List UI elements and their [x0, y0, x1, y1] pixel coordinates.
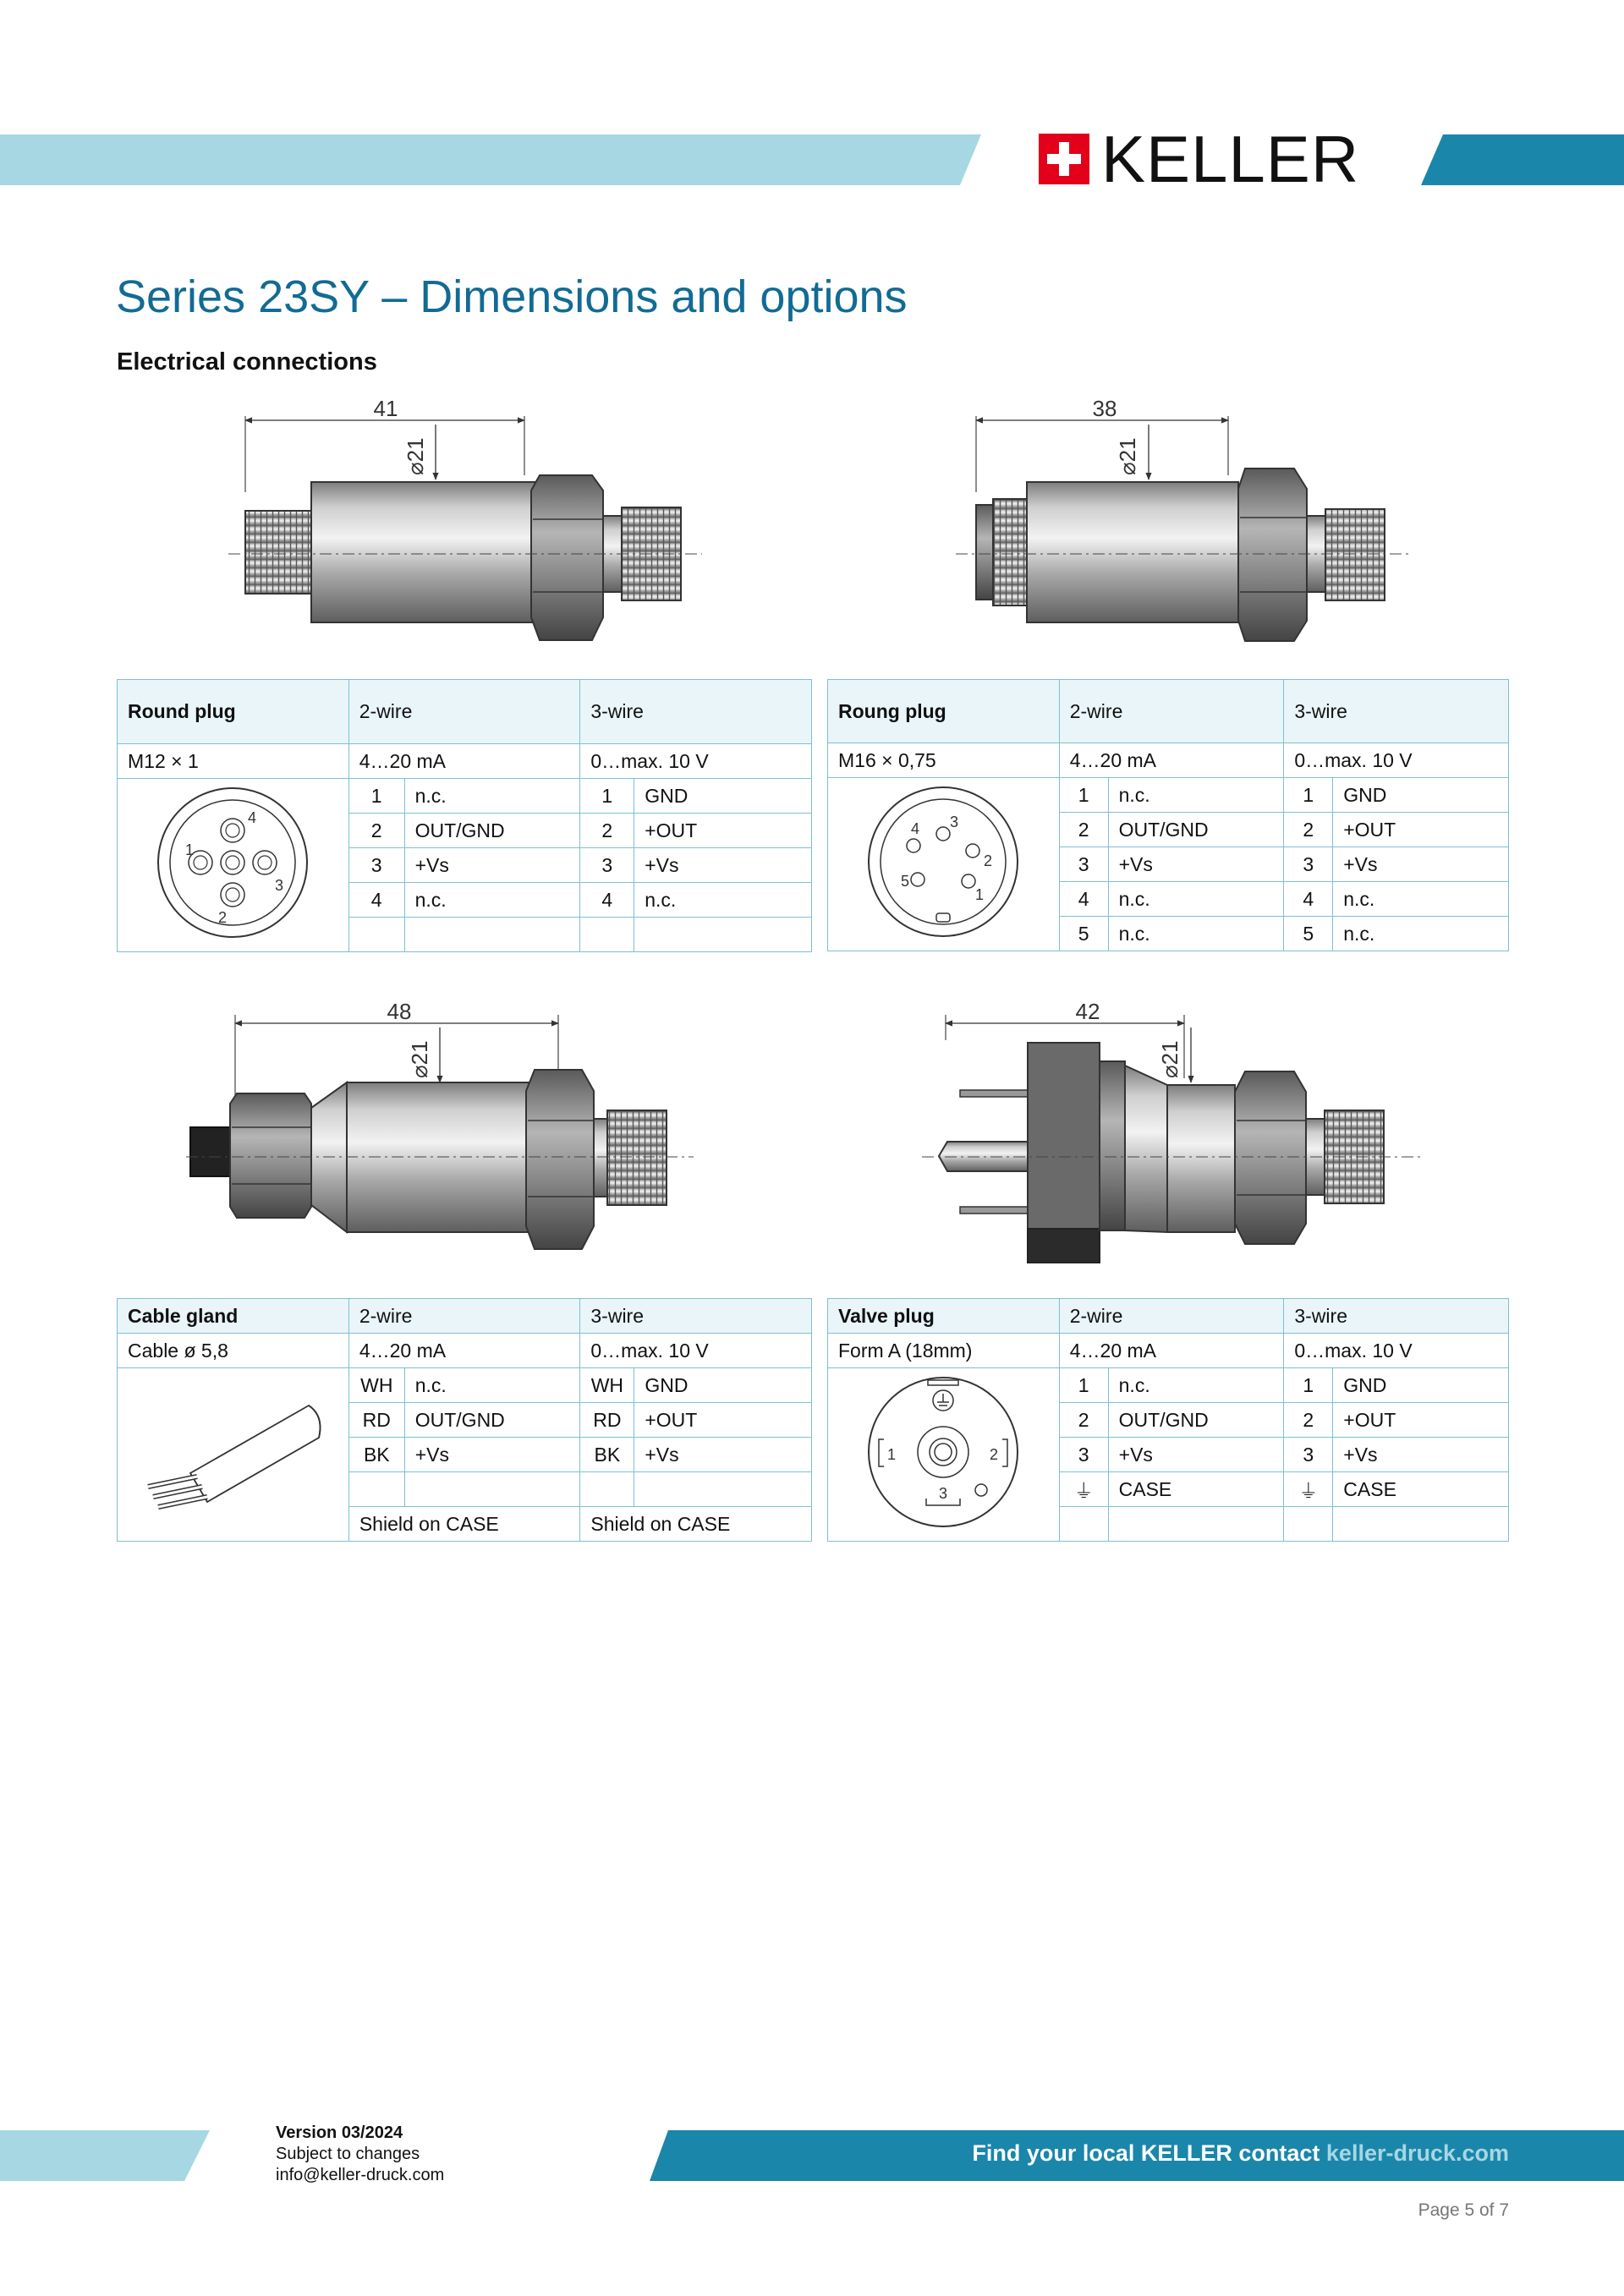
pin-number: 1 [1284, 1368, 1333, 1403]
table-head-cell: Cable gland [118, 1299, 349, 1334]
connector-diagram-cell [828, 1368, 1060, 1542]
diameter-dimension: ⌀21 [403, 437, 428, 475]
shield-note: Shield on CASE [348, 1507, 580, 1542]
empty-cell [348, 918, 404, 952]
pin-number: 4 [580, 883, 634, 918]
hex-nut [1238, 469, 1307, 641]
pin-number: 2 [348, 814, 404, 848]
empty-cell [634, 918, 812, 952]
sensor-drawing-cable-gland [186, 994, 761, 1264]
m16-connector-icon [859, 781, 1028, 942]
pin-number: 1 [1284, 778, 1333, 813]
length-dimension: 41 [373, 396, 398, 421]
table-cell: Cable ø 5,8 [118, 1334, 349, 1368]
pin-signal: +Vs [634, 1438, 812, 1472]
header-band-right [1421, 134, 1624, 185]
contact-email[interactable]: info@keller-druck.com [276, 2166, 445, 2184]
pin-label: 5 [901, 873, 910, 890]
pin-signal: +OUT [1333, 813, 1509, 847]
table-head-cell: Valve plug [828, 1299, 1060, 1334]
pin-number: 1 [348, 779, 404, 814]
pin-label: 4 [248, 809, 257, 826]
thread-left [245, 511, 311, 594]
footer-info [276, 2123, 444, 2186]
table-cell: 4…20 mA [1059, 1334, 1284, 1368]
sensor-drawing-valve-plug [922, 994, 1463, 1273]
pin-signal: OUT/GND [404, 1403, 580, 1438]
pin-signal: OUT/GND [1108, 1403, 1284, 1438]
pin-number: 3 [1059, 847, 1108, 882]
empty-cell [348, 1472, 404, 1507]
swiss-cross-icon [1039, 134, 1089, 184]
round-plug-table [117, 679, 812, 952]
pin-signal: +Vs [1108, 1438, 1284, 1472]
sensor-drawing-roung-plug [956, 391, 1463, 644]
pin-label: 1 [975, 886, 985, 903]
connector-diagram-cell [118, 779, 349, 952]
table-cell: 4…20 mA [348, 744, 580, 779]
diameter-dimension: ⌀21 [1157, 1040, 1182, 1078]
pin-number: 3 [348, 848, 404, 883]
pin-label: 2 [218, 909, 228, 926]
table-cell: 0…max. 10 V [580, 744, 812, 779]
length-dimension: 42 [1075, 999, 1100, 1024]
pin-signal: GND [634, 1368, 812, 1403]
table-cell: M12 × 1 [118, 744, 349, 779]
empty-cell [1284, 1507, 1333, 1542]
empty-cell [634, 1472, 812, 1507]
sensor-body [311, 482, 540, 622]
table-cell: 0…max. 10 V [580, 1334, 812, 1368]
pin-label: 3 [950, 814, 959, 830]
pin-number: 2 [1059, 813, 1108, 847]
thread-right [607, 1110, 667, 1205]
table-cell: Form A (18mm) [828, 1334, 1060, 1368]
table-cell: 4…20 mA [1059, 743, 1284, 778]
table-head-cell: Roung plug [828, 680, 1060, 743]
pin-signal: OUT/GND [1108, 813, 1284, 847]
diameter-dimension: ⌀21 [407, 1040, 432, 1078]
wire-color: RD [348, 1403, 404, 1438]
logo-text: KELLER [1101, 122, 1360, 196]
cta-text: Find your local KELLER contact [972, 2140, 1320, 2166]
pin-signal: +OUT [634, 1403, 812, 1438]
hex-nut [531, 475, 603, 640]
pin-label: 1 [887, 1446, 897, 1463]
pin-label: 3 [939, 1485, 948, 1502]
table-cell: 4…20 mA [348, 1334, 580, 1368]
table-head-cell: 2-wire [1059, 1299, 1284, 1334]
empty-cell [404, 1472, 580, 1507]
table-head-cell: Round plug [118, 680, 349, 744]
table-head-cell: 2-wire [348, 1299, 580, 1334]
pin-number: 1 [1059, 1368, 1108, 1403]
pin-signal: +Vs [634, 848, 812, 883]
wire-color: BK [348, 1438, 404, 1472]
pin-signal: n.c. [404, 1368, 580, 1403]
pin-signal: n.c. [404, 779, 580, 814]
wire-color: RD [580, 1403, 634, 1438]
changes-note: Subject to changes [276, 2145, 420, 2163]
shield-note: Shield on CASE [580, 1507, 812, 1542]
pin-number: 2 [1284, 1403, 1333, 1438]
wire-color: WH [348, 1368, 404, 1403]
wire-color: WH [580, 1368, 634, 1403]
diameter-dimension: ⌀21 [1115, 437, 1140, 475]
table-cell: 0…max. 10 V [1284, 743, 1509, 778]
pin-number: 1 [580, 779, 634, 814]
hex-nut [526, 1070, 594, 1249]
sensor-body [1167, 1085, 1235, 1232]
pin-number: 2 [1059, 1403, 1108, 1438]
pin-signal: n.c. [1108, 917, 1284, 951]
pin-number: 4 [348, 883, 404, 918]
din-valve-connector-icon [859, 1372, 1028, 1532]
empty-cell [580, 1472, 634, 1507]
pin-signal: n.c. [1108, 778, 1284, 813]
pin-number: 1 [1059, 778, 1108, 813]
pin-signal: +Vs [1108, 847, 1284, 882]
pin-number: 3 [580, 848, 634, 883]
pin-number: 4 [1284, 882, 1333, 917]
table-head-cell: 3-wire [580, 680, 812, 744]
valve-plug-housing [1028, 1043, 1100, 1252]
pin-signal: n.c. [1108, 1368, 1284, 1403]
table-head-cell: 2-wire [1059, 680, 1284, 743]
pin-signal: CASE [1333, 1472, 1509, 1507]
wire-color: BK [580, 1438, 634, 1472]
pin-number: 3 [1059, 1438, 1108, 1472]
pin-signal: +Vs [1333, 1438, 1509, 1472]
pin-signal: GND [1333, 778, 1509, 813]
roung-plug-table [827, 679, 1509, 951]
pin-label: 4 [911, 820, 920, 837]
sensor-body [1027, 482, 1238, 622]
pin-signal: n.c. [634, 883, 812, 918]
pin-number: 3 [1284, 1438, 1333, 1472]
pin-signal: n.c. [1333, 882, 1509, 917]
pin-label: 1 [185, 841, 195, 858]
table-cell: M16 × 0,75 [828, 743, 1060, 778]
cable-diagram-cell [118, 1368, 349, 1542]
pin-label: 2 [990, 1446, 999, 1463]
pin-number: 4 [1059, 882, 1108, 917]
page-title: Series 23SY – Dimensions and options [116, 271, 908, 322]
table-head-cell: 3-wire [580, 1299, 812, 1334]
pin-signal: n.c. [1108, 882, 1284, 917]
pin-signal: n.c. [1333, 917, 1509, 951]
m12-connector-icon [148, 782, 317, 943]
pin-signal: GND [1333, 1368, 1509, 1403]
ground-symbol-icon: ⏚ [1059, 1472, 1108, 1507]
pin-number: 5 [1059, 917, 1108, 951]
empty-cell [404, 918, 580, 952]
pin-number: 2 [580, 814, 634, 848]
pin-label: 2 [984, 852, 993, 869]
pin-number: 5 [1284, 917, 1333, 951]
pin-signal: OUT/GND [404, 814, 580, 848]
header-band-left [0, 134, 981, 185]
page-number: Page 5 of 7 [1418, 2200, 1509, 2220]
website-link[interactable]: keller-druck.com [1325, 2140, 1509, 2166]
empty-cell [1059, 1507, 1108, 1542]
pin-signal: GND [634, 779, 812, 814]
table-cell: 0…max. 10 V [1284, 1334, 1509, 1368]
section-subtitle: Electrical connections [117, 348, 377, 375]
table-head-cell: 3-wire [1284, 1299, 1509, 1334]
cable-gland-nut [230, 1093, 311, 1218]
connector-diagram-cell [828, 778, 1060, 951]
empty-cell [1333, 1507, 1509, 1542]
pin-signal: +OUT [634, 814, 812, 848]
cable-gland-table [117, 1298, 812, 1542]
pin-number: 3 [1284, 847, 1333, 882]
pin-signal: +Vs [404, 1438, 580, 1472]
cable-icon [131, 1372, 334, 1532]
length-dimension: 38 [1092, 396, 1117, 421]
pin-signal: +OUT [1333, 1403, 1509, 1438]
keller-logo[interactable] [1039, 122, 1360, 196]
footer-cta [972, 2140, 1509, 2167]
version-label: Version 03/2024 [276, 2123, 403, 2142]
empty-cell [1108, 1507, 1284, 1542]
pin-signal: +Vs [1333, 847, 1509, 882]
length-dimension: 48 [387, 999, 412, 1024]
thread-right [1325, 509, 1385, 600]
pin-label: 3 [275, 877, 284, 894]
pin-signal: n.c. [404, 883, 580, 918]
valve-plug-table [827, 1298, 1509, 1542]
table-head-cell: 3-wire [1284, 680, 1509, 743]
pin-signal: CASE [1108, 1472, 1284, 1507]
pin-number: 2 [1284, 813, 1333, 847]
empty-cell [580, 918, 634, 952]
ground-symbol-icon: ⏚ [1284, 1472, 1333, 1507]
table-head-cell: 2-wire [348, 680, 580, 744]
footer-band-left [0, 2130, 210, 2181]
pin-signal: +Vs [404, 848, 580, 883]
sensor-drawing-round-plug [228, 391, 736, 644]
hex-nut [1235, 1071, 1306, 1244]
